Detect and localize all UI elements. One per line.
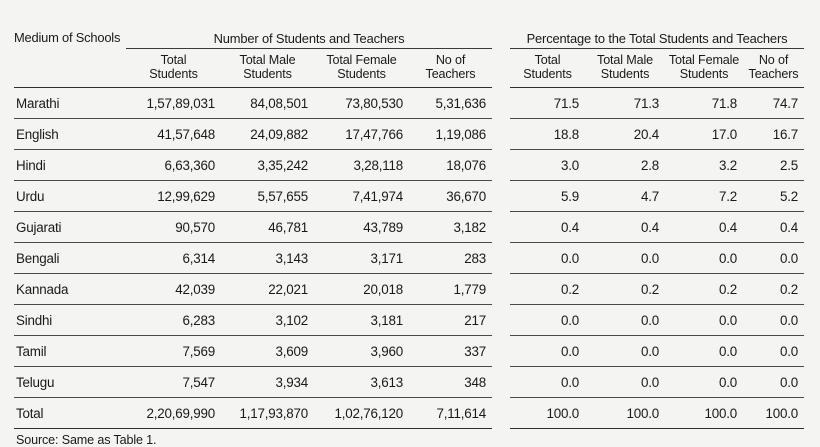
cell-total-students: 6,283 bbox=[126, 305, 221, 336]
cell-pct-female: 0.0 bbox=[665, 305, 743, 336]
table-row[interactable] bbox=[14, 336, 804, 367]
cell-gap bbox=[492, 398, 510, 429]
cell-pct-male: 2.8 bbox=[585, 150, 665, 181]
table-row[interactable] bbox=[14, 274, 804, 305]
cell-total-students: 12,99,629 bbox=[126, 181, 221, 212]
table-row[interactable] bbox=[14, 398, 804, 429]
cell-total-students: 90,570 bbox=[126, 212, 221, 243]
cell-pct-male: 4.7 bbox=[585, 181, 665, 212]
cell-pct-male: 0.0 bbox=[585, 305, 665, 336]
cell-total-students: 6,314 bbox=[126, 243, 221, 274]
sub-header-line1: Total Male bbox=[239, 52, 296, 67]
sub-header-pct-total-students bbox=[510, 48, 585, 88]
cell-pct-total: 0.2 bbox=[510, 274, 585, 305]
cell-pct-teachers: 0.2 bbox=[743, 274, 804, 305]
cell-teachers: 1,779 bbox=[409, 274, 492, 305]
cell-pct-male: 0.4 bbox=[585, 212, 665, 243]
cell-total-male: 3,934 bbox=[221, 367, 314, 398]
sub-header-pct-no-of-teachers bbox=[743, 48, 804, 88]
cell-total-male: 3,35,242 bbox=[221, 150, 314, 181]
cell-teachers: 36,670 bbox=[409, 181, 492, 212]
cell-pct-total: 71.5 bbox=[510, 88, 585, 119]
sub-header-line1: Total Female bbox=[668, 52, 740, 67]
cell-teachers: 348 bbox=[409, 367, 492, 398]
cell-medium: Gujarati bbox=[14, 212, 126, 243]
table-row[interactable] bbox=[14, 181, 804, 212]
cell-pct-male: 0.0 bbox=[585, 243, 665, 274]
cell-total-female: 3,28,118 bbox=[314, 150, 409, 181]
cell-medium: Total bbox=[14, 398, 126, 429]
cell-pct-total: 0.0 bbox=[510, 305, 585, 336]
cell-pct-teachers: 16.7 bbox=[743, 119, 804, 150]
sub-header-row bbox=[14, 48, 804, 88]
cell-gap bbox=[492, 274, 510, 305]
sub-header-line1: Total Female bbox=[326, 52, 397, 67]
row-header-label: Medium of Schools bbox=[14, 30, 121, 45]
cell-pct-teachers: 5.2 bbox=[743, 181, 804, 212]
table-row[interactable] bbox=[14, 150, 804, 181]
cell-total-female: 3,960 bbox=[314, 336, 409, 367]
cell-pct-male: 71.3 bbox=[585, 88, 665, 119]
table-row[interactable] bbox=[14, 367, 804, 398]
cell-total-students: 7,547 bbox=[126, 367, 221, 398]
cell-pct-female: 71.8 bbox=[665, 88, 743, 119]
cell-medium: Tamil bbox=[14, 336, 126, 367]
cell-pct-total: 3.0 bbox=[510, 150, 585, 181]
schools-medium-table bbox=[14, 30, 804, 429]
cell-pct-total: 0.0 bbox=[510, 243, 585, 274]
cell-total-female: 17,47,766 bbox=[314, 119, 409, 150]
cell-gap bbox=[492, 305, 510, 336]
cell-pct-male: 0.0 bbox=[585, 336, 665, 367]
sub-header-line1: No of bbox=[435, 52, 466, 67]
sub-header-line2: Teachers bbox=[425, 67, 476, 82]
cell-medium: English bbox=[14, 119, 126, 150]
table-row[interactable] bbox=[14, 243, 804, 274]
group-header-percentages: Percentage to the Total Students and Teachers bbox=[510, 30, 804, 48]
cell-medium: Hindi bbox=[14, 150, 126, 181]
sub-header-line1: Total bbox=[534, 52, 561, 67]
cell-teachers: 7,11,614 bbox=[409, 398, 492, 429]
cell-total-students: 1,57,89,031 bbox=[126, 88, 221, 119]
cell-pct-total: 0.0 bbox=[510, 336, 585, 367]
cell-total-female: 20,018 bbox=[314, 274, 409, 305]
cell-total-female: 7,41,974 bbox=[314, 181, 409, 212]
cell-total-students: 41,57,648 bbox=[126, 119, 221, 150]
cell-pct-female: 0.2 bbox=[665, 274, 743, 305]
cell-pct-male: 100.0 bbox=[585, 398, 665, 429]
cell-pct-total: 100.0 bbox=[510, 398, 585, 429]
sub-header-no-of-teachers bbox=[409, 48, 492, 88]
sub-header-pct-total-male-students bbox=[585, 48, 665, 88]
cell-medium: Urdu bbox=[14, 181, 126, 212]
cell-pct-female: 0.0 bbox=[665, 243, 743, 274]
cell-pct-male: 20.4 bbox=[585, 119, 665, 150]
group-header-row bbox=[14, 30, 804, 48]
cell-total-female: 3,171 bbox=[314, 243, 409, 274]
cell-pct-teachers: 2.5 bbox=[743, 150, 804, 181]
cell-total-students: 7,569 bbox=[126, 336, 221, 367]
table-row[interactable] bbox=[14, 119, 804, 150]
cell-pct-female: 100.0 bbox=[665, 398, 743, 429]
cell-total-female: 43,789 bbox=[314, 212, 409, 243]
sub-header-line1: No of bbox=[758, 52, 789, 67]
table-row[interactable] bbox=[14, 305, 804, 336]
cell-pct-teachers: 0.0 bbox=[743, 367, 804, 398]
cell-pct-male: 0.2 bbox=[585, 274, 665, 305]
cell-total-students: 2,20,69,990 bbox=[126, 398, 221, 429]
cell-medium: Bengali bbox=[14, 243, 126, 274]
cell-teachers: 283 bbox=[409, 243, 492, 274]
cell-total-male: 84,08,501 bbox=[221, 88, 314, 119]
cell-teachers: 217 bbox=[409, 305, 492, 336]
cell-gap bbox=[492, 119, 510, 150]
table-row[interactable] bbox=[14, 212, 804, 243]
table-body bbox=[14, 88, 804, 429]
cell-pct-total: 0.0 bbox=[510, 367, 585, 398]
cell-total-male: 3,102 bbox=[221, 305, 314, 336]
cell-pct-teachers: 0.4 bbox=[743, 212, 804, 243]
sub-header-gap bbox=[492, 48, 510, 88]
sub-header-total-male-students bbox=[221, 48, 314, 88]
cell-total-students: 42,039 bbox=[126, 274, 221, 305]
cell-teachers: 18,076 bbox=[409, 150, 492, 181]
cell-gap bbox=[492, 150, 510, 181]
cell-total-students: 6,63,360 bbox=[126, 150, 221, 181]
cell-gap bbox=[492, 212, 510, 243]
sub-header-total-female-students bbox=[314, 48, 409, 88]
cell-total-male: 3,609 bbox=[221, 336, 314, 367]
cell-pct-total: 0.4 bbox=[510, 212, 585, 243]
cell-pct-teachers: 0.0 bbox=[743, 305, 804, 336]
cell-pct-female: 0.0 bbox=[665, 367, 743, 398]
cell-pct-teachers: 100.0 bbox=[743, 398, 804, 429]
sub-header-line1: Total bbox=[160, 52, 187, 67]
cell-pct-teachers: 0.0 bbox=[743, 243, 804, 274]
cell-pct-total: 18.8 bbox=[510, 119, 585, 150]
cell-pct-female: 3.2 bbox=[665, 150, 743, 181]
source-note: Source: Same as Table 1. bbox=[16, 433, 157, 447]
sub-header-line2: Students bbox=[149, 67, 198, 82]
sub-header-line2: Students bbox=[600, 67, 650, 82]
cell-medium: Telugu bbox=[14, 367, 126, 398]
cell-pct-female: 0.0 bbox=[665, 336, 743, 367]
cell-total-male: 5,57,655 bbox=[221, 181, 314, 212]
cell-gap bbox=[492, 181, 510, 212]
sub-header-line2: Teachers bbox=[748, 67, 799, 82]
cell-gap bbox=[492, 336, 510, 367]
cell-total-male: 24,09,882 bbox=[221, 119, 314, 150]
cell-total-male: 1,17,93,870 bbox=[221, 398, 314, 429]
cell-pct-female: 17.0 bbox=[665, 119, 743, 150]
sub-header-line2: Students bbox=[523, 67, 572, 82]
cell-teachers: 337 bbox=[409, 336, 492, 367]
cell-total-male: 46,781 bbox=[221, 212, 314, 243]
cell-pct-female: 7.2 bbox=[665, 181, 743, 212]
cell-gap bbox=[492, 243, 510, 274]
cell-total-female: 73,80,530 bbox=[314, 88, 409, 119]
cell-medium: Marathi bbox=[14, 88, 126, 119]
cell-gap bbox=[492, 367, 510, 398]
cell-medium: Sindhi bbox=[14, 305, 126, 336]
sub-header-line2: Students bbox=[243, 67, 292, 82]
cell-teachers: 5,31,636 bbox=[409, 88, 492, 119]
cell-pct-male: 0.0 bbox=[585, 367, 665, 398]
cell-total-female: 3,613 bbox=[314, 367, 409, 398]
cell-gap bbox=[492, 88, 510, 119]
group-gap bbox=[492, 30, 510, 48]
cell-pct-female: 0.4 bbox=[665, 212, 743, 243]
cell-pct-total: 5.9 bbox=[510, 181, 585, 212]
sub-header-line2: Students bbox=[679, 67, 729, 82]
cell-total-female: 3,181 bbox=[314, 305, 409, 336]
cell-medium: Kannada bbox=[14, 274, 126, 305]
group-header-counts: Number of Students and Teachers bbox=[126, 30, 492, 48]
cell-total-male: 3,143 bbox=[221, 243, 314, 274]
cell-pct-teachers: 0.0 bbox=[743, 336, 804, 367]
table-head bbox=[14, 30, 804, 88]
table-row[interactable] bbox=[14, 88, 804, 119]
cell-pct-teachers: 74.7 bbox=[743, 88, 804, 119]
cell-total-female: 1,02,76,120 bbox=[314, 398, 409, 429]
sub-header-total-students bbox=[126, 48, 221, 88]
sub-header-line2: Students bbox=[337, 67, 386, 82]
cell-teachers: 3,182 bbox=[409, 212, 492, 243]
cell-total-male: 22,021 bbox=[221, 274, 314, 305]
sub-header-pct-total-female-students bbox=[665, 48, 743, 88]
sub-header-line1: Total Male bbox=[597, 52, 653, 67]
sub-header-blank bbox=[14, 48, 126, 88]
cell-teachers: 1,19,086 bbox=[409, 119, 492, 150]
